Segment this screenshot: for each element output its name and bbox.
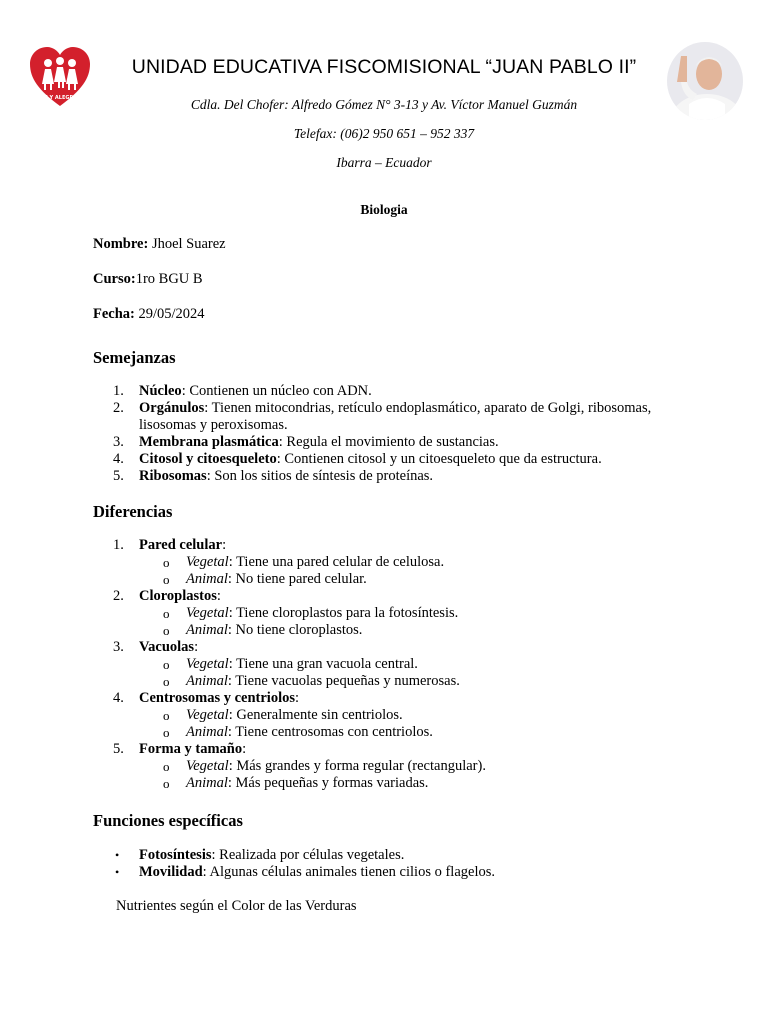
item-colon: : bbox=[242, 741, 247, 757]
item-term: Centrosomas y centriolos bbox=[139, 690, 295, 706]
item-term: Citosol y citoesqueleto bbox=[139, 451, 277, 467]
sub-bullet-icon: o bbox=[163, 674, 170, 689]
item-term: Membrana plasmática bbox=[139, 434, 279, 450]
item-text: : Regula el movimiento de sustancias. bbox=[278, 434, 499, 450]
field-label: Nombre: bbox=[93, 236, 149, 252]
sub-bullet-icon: o bbox=[163, 759, 170, 774]
list-item bbox=[93, 468, 693, 485]
sub-bullet-icon: o bbox=[163, 555, 170, 570]
subject-title: Biologia bbox=[360, 202, 408, 217]
sub-item-vegetal bbox=[93, 554, 693, 571]
item-text: : Algunas células animales tienen cilios o flagelos. bbox=[202, 864, 495, 880]
field-label: Fecha: bbox=[93, 306, 135, 322]
sub-bullet-icon: o bbox=[163, 776, 170, 791]
sub-item-animal bbox=[93, 571, 693, 588]
item-term: Ribosomas bbox=[139, 468, 207, 484]
field-curso bbox=[93, 271, 203, 288]
section-title-funciones: Funciones específicas bbox=[93, 811, 243, 830]
bullet-icon: • bbox=[115, 865, 120, 879]
list-funciones bbox=[93, 847, 693, 881]
item-term: Núcleo bbox=[139, 383, 182, 399]
sub-label: Animal bbox=[186, 673, 228, 689]
field-value: 29/05/2024 bbox=[134, 306, 205, 322]
item-text: : Tienen mitocondrias, retículo endoplasmático, aparato de Golgi, ribosomas, lisosomas y peroxisomas. bbox=[139, 400, 652, 433]
item-term: Vacuolas bbox=[139, 639, 195, 655]
school-name: UNIDAD EDUCATIVA FISCOMISIONAL “JUAN PABLO II” bbox=[131, 56, 637, 78]
sub-text: : No tiene pared celular. bbox=[227, 571, 367, 587]
sub-text: : Tiene vacuolas pequeñas y numerosas. bbox=[227, 673, 460, 689]
item-number: 3. bbox=[113, 639, 124, 655]
sub-text: : Más pequeñas y formas variadas. bbox=[227, 775, 429, 791]
svg-text:FE Y ALEGRIA: FE Y ALEGRIA bbox=[40, 95, 80, 101]
item-term: Pared celular bbox=[139, 537, 223, 553]
bullet-icon: • bbox=[115, 848, 120, 862]
sub-item-animal bbox=[93, 775, 693, 792]
field-nombre bbox=[93, 236, 226, 253]
sub-item-vegetal bbox=[93, 758, 693, 775]
list-item bbox=[93, 847, 693, 864]
list-item bbox=[93, 451, 693, 468]
list-item bbox=[93, 690, 693, 707]
sub-label: Vegetal bbox=[186, 554, 229, 570]
list-semejanzas bbox=[93, 383, 693, 485]
sub-bullet-icon: o bbox=[163, 623, 170, 638]
sub-label: Animal bbox=[186, 724, 228, 740]
sub-text: : Tiene centrosomas con centriolos. bbox=[227, 724, 433, 740]
field-fecha bbox=[93, 306, 205, 323]
list-item bbox=[93, 864, 693, 881]
sub-label: Animal bbox=[186, 571, 228, 587]
list-item bbox=[93, 400, 693, 434]
closing-note: Nutrientes según el Color de las Verduras bbox=[116, 898, 357, 914]
sub-bullet-icon: o bbox=[163, 572, 170, 587]
sub-text: : Generalmente sin centriolos. bbox=[228, 707, 403, 723]
section-title-semejanzas: Semejanzas bbox=[93, 348, 176, 367]
sub-item-vegetal bbox=[93, 605, 693, 622]
sub-item-animal bbox=[93, 673, 693, 690]
item-term: Forma y tamaño bbox=[139, 741, 243, 757]
sub-label: Vegetal bbox=[186, 707, 229, 723]
sub-label: Vegetal bbox=[186, 758, 229, 774]
sub-text: : Tiene cloroplastos para la fotosíntesis. bbox=[228, 605, 459, 621]
list-item bbox=[93, 537, 693, 554]
item-number: 3. bbox=[113, 434, 124, 450]
sub-text: : No tiene cloroplastos. bbox=[227, 622, 363, 638]
list-item bbox=[93, 383, 693, 400]
sub-bullet-icon: o bbox=[163, 606, 170, 621]
item-colon: : bbox=[222, 537, 227, 553]
item-text: : Contienen un núcleo con ADN. bbox=[181, 383, 372, 399]
item-number: 5. bbox=[113, 468, 124, 484]
field-value: Jhoel Suarez bbox=[148, 236, 226, 252]
sub-item-animal bbox=[93, 724, 693, 741]
sub-bullet-icon: o bbox=[163, 708, 170, 723]
field-value: 1ro BGU B bbox=[135, 271, 203, 287]
list-item bbox=[93, 588, 693, 605]
sub-label: Animal bbox=[186, 775, 228, 791]
sub-label: Vegetal bbox=[186, 605, 229, 621]
list-diferencias bbox=[93, 537, 693, 792]
item-text: : Contienen citosol y un citoesqueleto que da estructura. bbox=[276, 451, 602, 467]
item-text: : Realizada por células vegetales. bbox=[211, 847, 405, 863]
sub-item-animal bbox=[93, 622, 693, 639]
item-number: 2. bbox=[113, 400, 124, 416]
section-title-diferencias: Diferencias bbox=[93, 502, 173, 521]
item-text: : Son los sitios de síntesis de proteínas. bbox=[206, 468, 434, 484]
sub-text: : Más grandes y forma regular (rectangular). bbox=[228, 758, 486, 774]
sub-item-vegetal bbox=[93, 707, 693, 724]
item-term: Movilidad bbox=[139, 864, 203, 880]
item-term: Fotosíntesis bbox=[139, 847, 212, 863]
item-term: Cloroplastos bbox=[139, 588, 217, 604]
school-city: Ibarra – Ecuador bbox=[336, 155, 432, 170]
list-item bbox=[93, 639, 693, 656]
item-number: 1. bbox=[113, 383, 124, 399]
sub-item-vegetal bbox=[93, 656, 693, 673]
item-colon: : bbox=[194, 639, 199, 655]
sub-label: Vegetal bbox=[186, 656, 229, 672]
item-number: 5. bbox=[113, 741, 124, 757]
item-term: Orgánulos bbox=[139, 400, 205, 416]
school-phone: Telefax: (06)2 950 651 – 952 337 bbox=[293, 126, 475, 141]
item-colon: : bbox=[216, 588, 221, 604]
item-number: 2. bbox=[113, 588, 124, 604]
sub-bullet-icon: o bbox=[163, 725, 170, 740]
sub-text: : Tiene una gran vacuola central. bbox=[228, 656, 418, 672]
field-label: Curso: bbox=[93, 271, 136, 287]
item-colon: : bbox=[295, 690, 300, 706]
sub-text: : Tiene una pared celular de celulosa. bbox=[228, 554, 445, 570]
item-number: 1. bbox=[113, 537, 124, 553]
list-item bbox=[93, 434, 693, 451]
item-number: 4. bbox=[113, 690, 124, 706]
list-item bbox=[93, 741, 693, 758]
sub-label: Animal bbox=[186, 622, 228, 638]
school-address: Cdla. Del Chofer: Alfredo Gómez N° 3-13 y Av. Víctor Manuel Guzmán bbox=[190, 97, 578, 112]
sub-bullet-icon: o bbox=[163, 657, 170, 672]
item-number: 4. bbox=[113, 451, 124, 467]
